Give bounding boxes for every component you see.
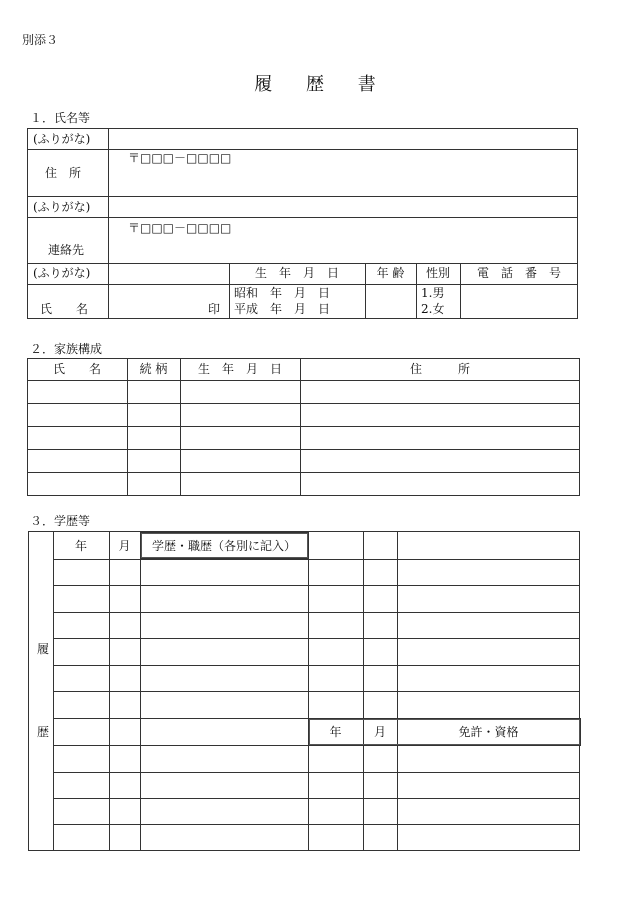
row-line	[53, 585, 580, 586]
row-line	[27, 472, 580, 473]
title-char: 書	[357, 74, 376, 95]
row-line	[27, 449, 580, 450]
seal-label: 印	[208, 302, 221, 316]
gender-option-male[interactable]: 1.男	[421, 286, 445, 300]
era-showa: 昭和 年 月 日	[234, 286, 331, 300]
row-line	[53, 638, 580, 639]
side-label-bottom: 歴	[37, 725, 50, 739]
license-col-year: 年	[329, 725, 342, 739]
education-col-year: 年	[74, 539, 87, 553]
row-line	[27, 149, 578, 150]
name-label: 氏 名	[40, 302, 89, 316]
col-line	[53, 531, 54, 851]
col-line	[397, 531, 398, 851]
education-col-history: 学歴・職歴（各別に記入）	[151, 539, 296, 553]
contact-label: 連絡先	[48, 243, 85, 257]
row-line	[27, 196, 578, 197]
col-line	[363, 531, 364, 851]
col-line	[180, 358, 181, 496]
row-line	[53, 665, 580, 666]
phone-header: 電 話 番 号	[476, 266, 561, 280]
furigana-label: (ふりがな)	[33, 132, 91, 146]
row-line	[27, 426, 580, 427]
row-line	[27, 284, 578, 285]
row-line	[27, 403, 580, 404]
family-col-name: 氏 名	[52, 362, 101, 376]
row-line	[27, 380, 580, 381]
postal-code-field[interactable]: 〒□□□－□□□□	[128, 151, 232, 165]
col-line	[300, 358, 301, 496]
col-line	[140, 531, 141, 851]
col-line	[108, 128, 109, 319]
row-line	[53, 691, 580, 692]
license-col-qualification: 免許・資格	[458, 725, 519, 739]
section2-heading: ２．家族構成	[30, 342, 103, 356]
col-line	[109, 531, 110, 851]
section1-heading: １．氏名等	[30, 111, 91, 125]
row-line	[27, 217, 578, 218]
side-label-top: 履	[37, 642, 50, 656]
era-heisei: 平成 年 月 日	[234, 302, 331, 316]
row-line	[53, 772, 580, 773]
gender-option-female[interactable]: 2.女	[421, 302, 445, 316]
col-line	[308, 531, 309, 851]
age-header: 年 齢	[376, 266, 405, 280]
table-border	[27, 358, 580, 496]
title-char: 履	[254, 74, 273, 95]
row-line	[53, 798, 580, 799]
family-col-relation: 続 柄	[139, 362, 168, 376]
row-line	[53, 559, 580, 560]
license-col-month: 月	[373, 725, 386, 739]
gender-header: 性別	[425, 266, 450, 280]
furigana-label-contact: (ふりがな)	[33, 200, 91, 214]
title-char: 歴	[306, 74, 324, 95]
row-line	[27, 263, 578, 264]
postal-code-field-contact[interactable]: 〒□□□－□□□□	[128, 221, 232, 235]
furigana-label-name: (ふりがな)	[33, 266, 91, 280]
row-line	[53, 612, 580, 613]
address-label: 住 所	[45, 166, 82, 180]
attachment-label: 別添３	[22, 33, 59, 47]
birthdate-header: 生 年 月 日	[254, 266, 339, 280]
family-col-birthdate: 生 年 月 日	[197, 362, 282, 376]
family-col-address: 住 所	[409, 362, 470, 376]
education-col-month: 月	[118, 539, 131, 553]
section3-heading: ３．学歴等	[30, 514, 91, 528]
col-line	[127, 358, 128, 496]
page-title	[0, 70, 630, 96]
row-line	[53, 824, 580, 825]
